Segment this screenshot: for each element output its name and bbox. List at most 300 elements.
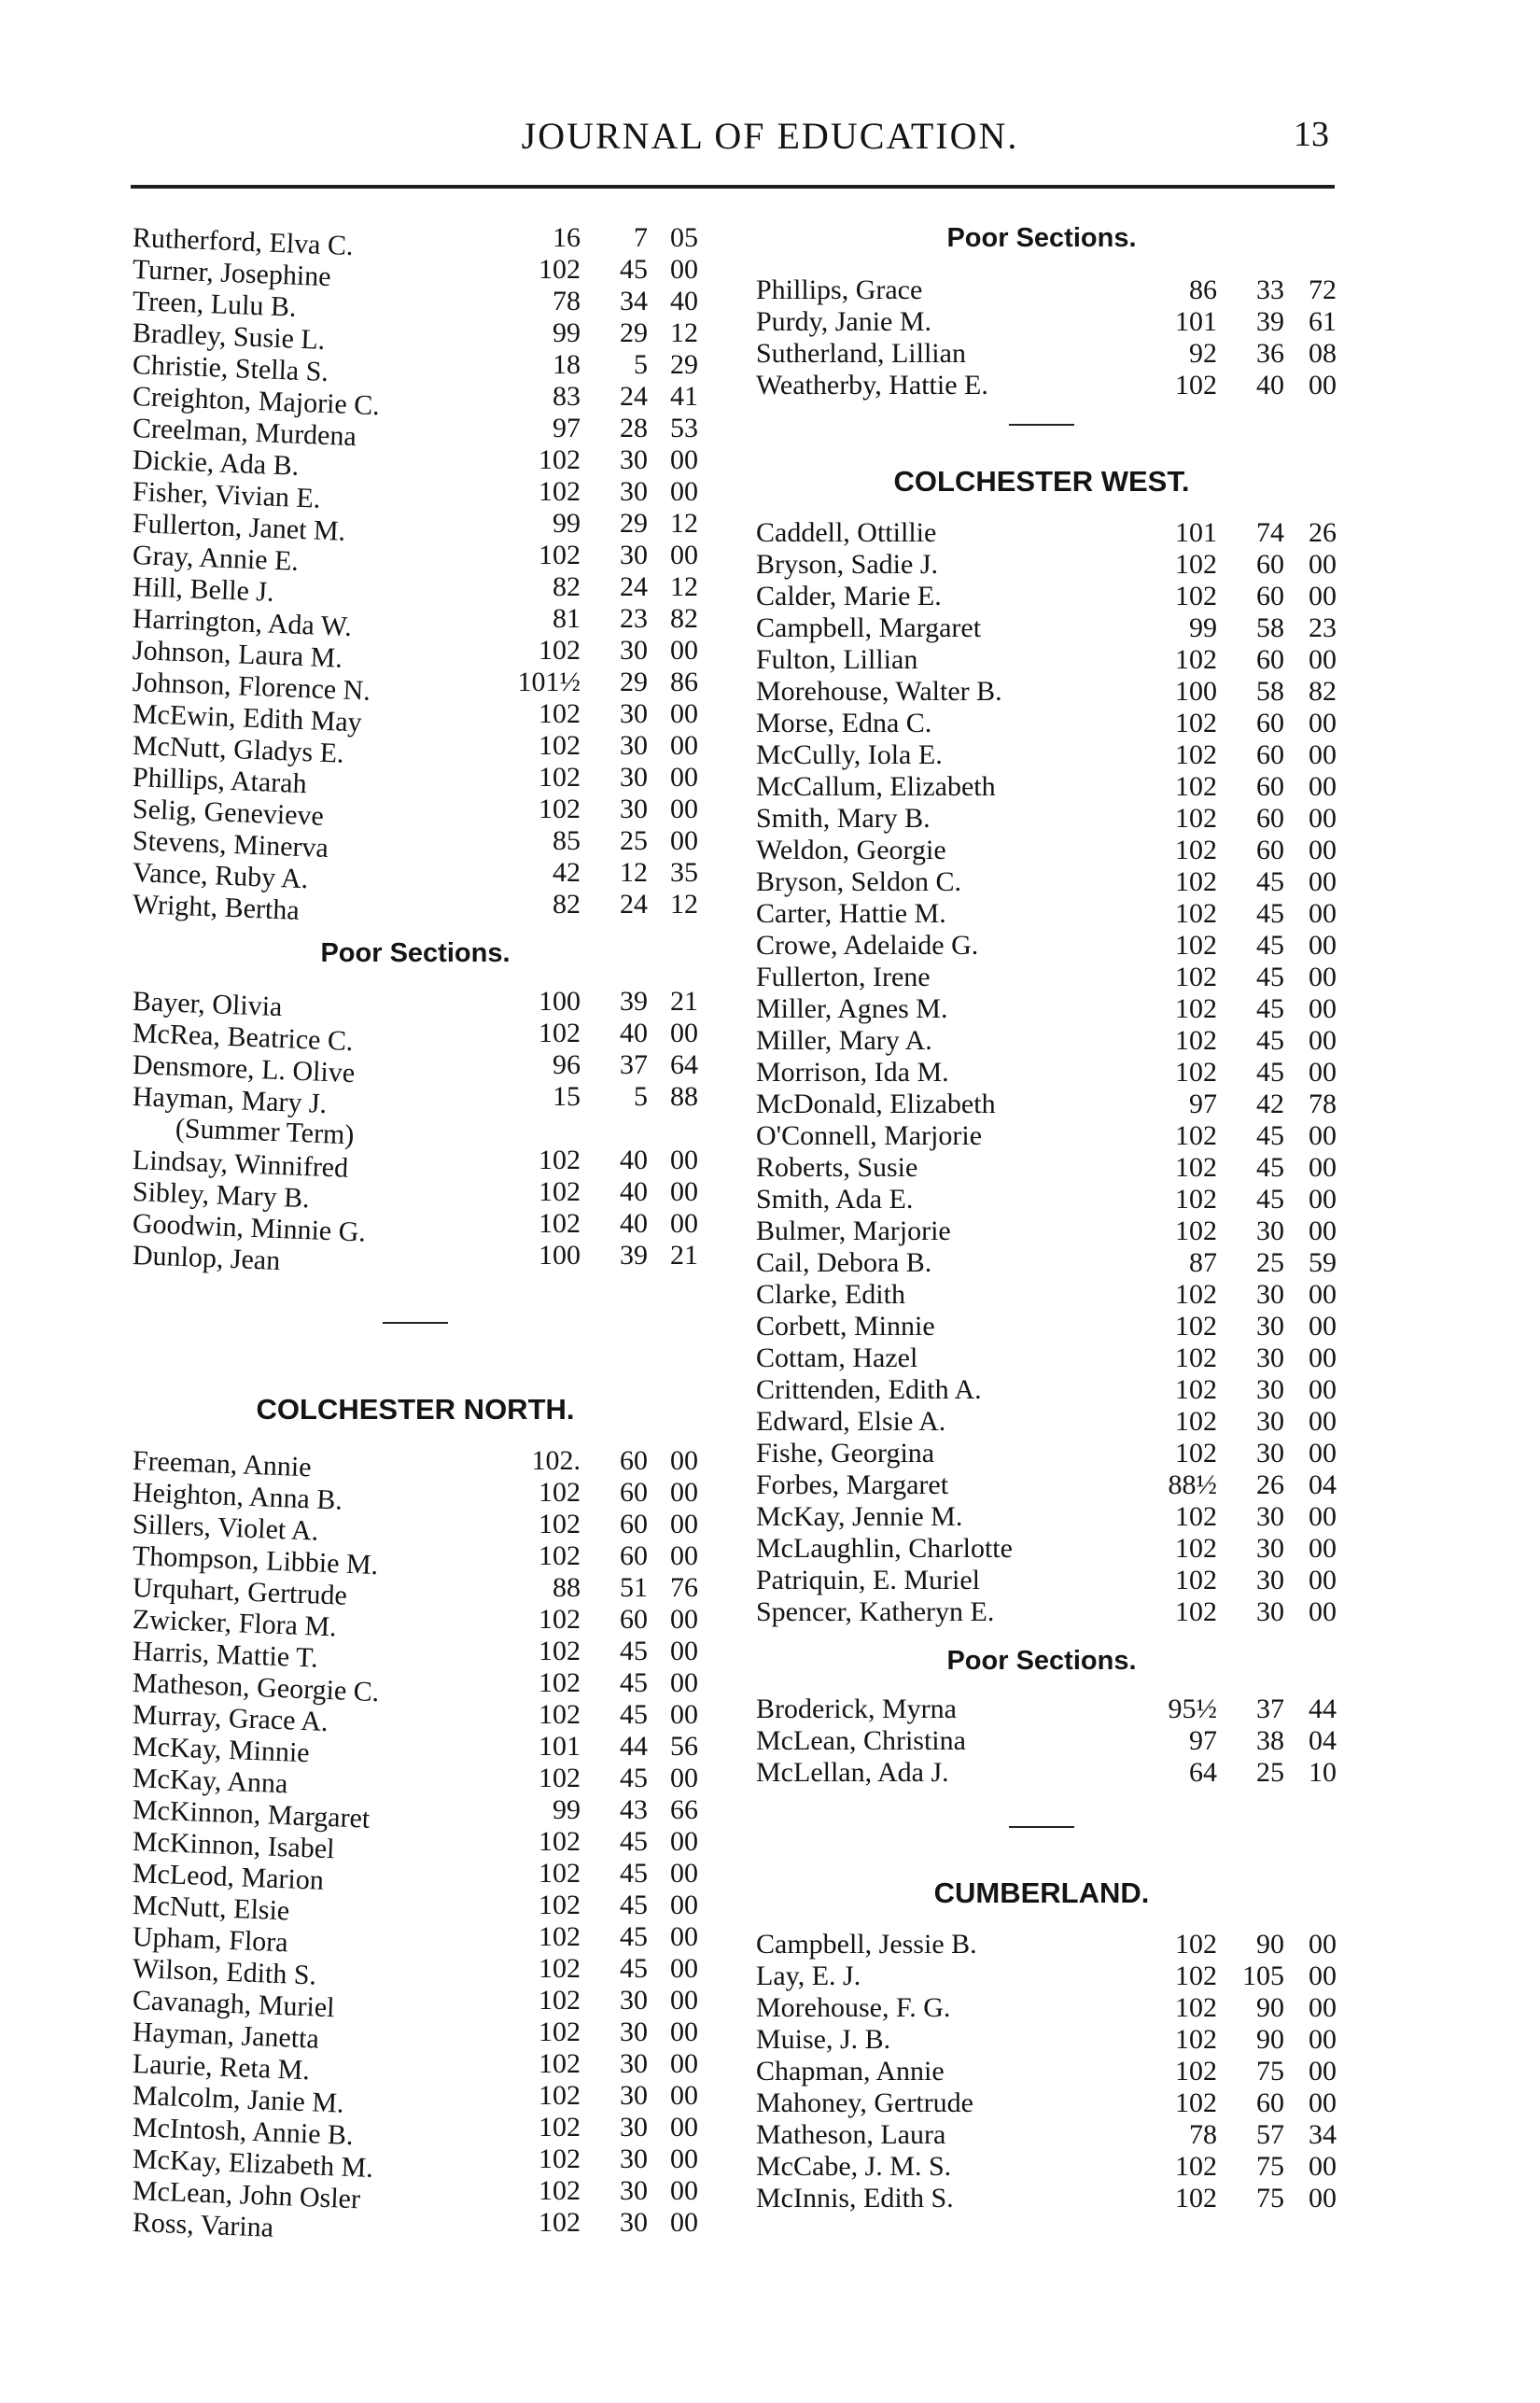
grant-dollars: 90 [1256, 1992, 1284, 2023]
teacher-name: Miller, Mary A. [756, 1025, 932, 1056]
section-heading: Poor Sections. [946, 223, 1137, 253]
grant-dollars: 30 [620, 2112, 648, 2143]
table-row [743, 739, 1340, 771]
days-taught: 102 [539, 1890, 581, 1920]
teacher-name: Bulmer, Marjorie [756, 1216, 951, 1246]
teacher-name: Hayman, Mary J. [132, 1081, 328, 1119]
days-taught: 99 [553, 1794, 581, 1825]
district-heading: COLCHESTER NORTH. [256, 1393, 575, 1426]
grant-dollars: 36 [1256, 338, 1284, 369]
grant-cents: 00 [670, 1176, 698, 1207]
days-taught: 102 [1175, 993, 1217, 1024]
grant-cents: 00 [1309, 739, 1337, 770]
days-taught: 100 [539, 986, 581, 1017]
grant-dollars: 60 [1256, 708, 1284, 738]
grant-cents: 04 [1309, 1469, 1337, 1500]
grant-dollars: 75 [1256, 2183, 1284, 2213]
table-row [743, 644, 1340, 676]
teacher-name: (Summer Term) [175, 1113, 355, 1151]
grant-dollars: 30 [620, 1985, 648, 2016]
table-row [119, 254, 711, 293]
teacher-list [743, 1693, 1340, 1789]
table-row [119, 1049, 711, 1089]
teacher-name: Matheson, Georgie C. [132, 1667, 380, 1708]
teacher-name: Dickie, Ada B. [132, 444, 300, 482]
grant-dollars: 60 [620, 1445, 648, 1476]
table-row [119, 2080, 711, 2119]
days-taught: 102 [539, 2017, 581, 2047]
table-row [743, 1279, 1340, 1311]
grant-dollars: 45 [1256, 898, 1284, 929]
table-row [119, 986, 711, 1023]
days-taught: 102 [539, 794, 581, 824]
days-taught: 97 [1189, 1089, 1217, 1119]
grant-dollars: 30 [620, 2080, 648, 2111]
table-row [119, 667, 711, 707]
teacher-name: Ross, Varina [132, 2207, 274, 2243]
days-taught: 102 [539, 1826, 581, 1857]
section-divider [743, 401, 1340, 446]
section-heading: Poor Sections. [946, 1646, 1137, 1676]
table-row [743, 1152, 1340, 1184]
teacher-name: Zwicker, Flora M. [132, 1604, 338, 1643]
days-taught: 102 [539, 730, 581, 761]
table-row [119, 2112, 711, 2152]
days-taught: 102 [1175, 1057, 1217, 1088]
days-taught: 102 [1175, 2183, 1217, 2213]
grant-cents: 00 [1309, 1406, 1337, 1437]
table-row [743, 2119, 1340, 2151]
table-row [743, 370, 1340, 401]
table-row [119, 2143, 711, 2184]
days-taught: 102 [539, 1636, 581, 1666]
grant-dollars: 60 [1256, 803, 1284, 834]
days-taught: 102 [1175, 1533, 1217, 1564]
grant-cents: 00 [670, 825, 698, 856]
days-taught: 88 [553, 1572, 581, 1603]
grant-cents: 00 [1309, 1533, 1337, 1564]
grant-cents: 00 [1309, 866, 1337, 897]
teacher-name: McNutt, Gladys E. [132, 730, 345, 769]
days-taught: 78 [553, 286, 581, 316]
teacher-name: Freeman, Annie [132, 1445, 313, 1483]
grant-cents: 53 [670, 413, 698, 443]
grant-cents: 72 [1309, 274, 1337, 305]
grant-dollars: 45 [620, 1699, 648, 1730]
table-row [119, 508, 711, 547]
grant-dollars: 43 [620, 1794, 648, 1825]
grant-dollars: 12 [620, 857, 648, 888]
teacher-name: Johnson, Florence N. [132, 667, 371, 707]
days-taught: 99 [553, 317, 581, 348]
days-taught: 102 [1175, 1929, 1217, 1960]
grant-cents: 00 [1309, 993, 1337, 1024]
table-row [743, 338, 1340, 370]
days-taught: 99 [553, 508, 581, 539]
table-row [743, 2151, 1340, 2183]
table-row [119, 476, 711, 514]
days-taught: 102 [1175, 2151, 1217, 2182]
grant-cents: 21 [670, 1240, 698, 1271]
grant-cents: 00 [1309, 1929, 1337, 1960]
teacher-name: Clarke, Edith [756, 1279, 905, 1310]
days-taught: 64 [1189, 1757, 1217, 1788]
grant-dollars: 45 [1256, 1120, 1284, 1151]
grant-cents: 00 [670, 1667, 698, 1698]
grant-dollars: 51 [620, 1572, 648, 1603]
grant-cents: 26 [1309, 517, 1337, 548]
table-row [743, 549, 1340, 581]
teacher-name: Lay, E. J. [756, 1960, 861, 1991]
days-taught: 102 [1175, 835, 1217, 865]
table-row [743, 1089, 1340, 1120]
table-row [119, 1985, 711, 2024]
days-taught: 18 [553, 349, 581, 380]
table-row [743, 1025, 1340, 1057]
days-taught: 102 [539, 476, 581, 507]
grant-dollars: 24 [620, 381, 648, 412]
days-taught: 102 [539, 1208, 581, 1239]
grant-dollars: 40 [620, 1176, 648, 1207]
days-taught: 102. [531, 1445, 581, 1476]
teacher-name: Creighton, Majorie C. [132, 381, 381, 422]
teacher-name: Fullerton, Irene [756, 962, 931, 992]
grant-dollars: 37 [1256, 1693, 1284, 1724]
teacher-name: Lindsay, Winnifred [132, 1145, 349, 1184]
grant-cents: 10 [1309, 1757, 1337, 1788]
teacher-name: Upham, Flora [132, 1921, 289, 1959]
grant-cents: 00 [1309, 708, 1337, 738]
grant-dollars: 30 [1256, 1406, 1284, 1437]
grant-dollars: 30 [620, 540, 648, 570]
teacher-name: Sillers, Violet A. [132, 1509, 319, 1547]
teacher-name: McCabe, J. M. S. [756, 2151, 952, 2182]
grant-dollars: 75 [1256, 2056, 1284, 2087]
table-row [119, 1731, 711, 1769]
table-row [743, 1757, 1340, 1789]
grant-cents: 56 [670, 1731, 698, 1762]
teacher-name: Cavanagh, Muriel [132, 1985, 336, 2024]
days-taught: 101 [539, 1731, 581, 1762]
teacher-name: McDonald, Elizabeth [756, 1089, 996, 1119]
grant-cents: 00 [1309, 2024, 1337, 2055]
days-taught: 16 [553, 222, 581, 253]
days-taught: 86 [1189, 274, 1217, 305]
table-row [119, 2048, 711, 2087]
teacher-name: Urquhart, Gertrude [132, 1572, 348, 1611]
grant-dollars: 60 [620, 1509, 648, 1539]
days-taught: 102 [539, 2048, 581, 2079]
teacher-name: Fishe, Georgina [756, 1438, 935, 1468]
grant-cents: 00 [1309, 1057, 1337, 1088]
days-taught: 102 [539, 1604, 581, 1635]
grant-dollars: 45 [620, 1826, 648, 1857]
grant-cents: 00 [670, 1985, 698, 2016]
teacher-list [743, 1929, 1340, 2214]
table-row [119, 1445, 711, 1483]
table-row [119, 1826, 711, 1865]
days-taught: 102 [1175, 1501, 1217, 1532]
grant-cents: 29 [670, 349, 698, 380]
grant-cents: 12 [670, 571, 698, 602]
grant-cents: 00 [670, 254, 698, 285]
days-taught: 100 [1175, 676, 1217, 707]
table-row [743, 1342, 1340, 1374]
teacher-name: Harris, Mattie T. [132, 1636, 319, 1674]
grant-cents: 00 [1309, 2183, 1337, 2213]
teacher-name: Treen, Lulu B. [132, 286, 298, 323]
grant-dollars: 25 [620, 825, 648, 856]
grant-cents: 00 [670, 1208, 698, 1239]
section-divider [743, 1789, 1340, 1858]
days-taught: 102 [539, 1018, 581, 1048]
days-taught: 102 [539, 1699, 581, 1730]
table-row [743, 1929, 1340, 1960]
grant-cents: 23 [1309, 612, 1337, 643]
table-row [119, 1763, 711, 1800]
table-row [119, 1540, 711, 1581]
teacher-name: Morehouse, Walter B. [756, 676, 1002, 707]
grant-dollars: 44 [620, 1731, 648, 1762]
table-row [119, 1636, 711, 1674]
table-row [743, 993, 1340, 1025]
grant-cents: 00 [670, 1540, 698, 1571]
grant-dollars: 30 [1256, 1311, 1284, 1342]
teacher-name: McRea, Beatrice C. [132, 1018, 355, 1058]
grant-dollars: 30 [620, 2175, 648, 2206]
days-taught: 102 [539, 1477, 581, 1508]
teacher-name: Laurie, Reta M. [132, 2048, 311, 2087]
teacher-name: Christie, Stella S. [132, 349, 329, 388]
grant-dollars: 30 [1256, 1374, 1284, 1405]
teacher-name: McKay, Minnie [132, 1731, 311, 1769]
grant-cents: 21 [670, 986, 698, 1017]
days-taught: 102 [1175, 2087, 1217, 2118]
grant-dollars: 74 [1256, 517, 1284, 548]
grant-cents: 00 [670, 2017, 698, 2047]
teacher-name: O'Connell, Marjorie [756, 1120, 983, 1151]
days-taught: 82 [553, 571, 581, 602]
table-row [743, 1311, 1340, 1342]
table-row [743, 962, 1340, 993]
days-taught: 15 [553, 1081, 581, 1112]
table-row [119, 794, 711, 832]
teacher-name: Stevens, Minerva [132, 825, 329, 864]
teacher-name: McNutt, Elsie [132, 1890, 290, 1927]
teacher-name: Corbett, Minnie [756, 1311, 935, 1342]
table-row [743, 274, 1340, 306]
table-row [119, 349, 711, 388]
table-row [743, 1438, 1340, 1469]
table-row [119, 603, 711, 643]
grant-dollars: 90 [1256, 2024, 1284, 2055]
grant-cents: 00 [670, 698, 698, 729]
days-taught: 102 [1175, 1960, 1217, 1991]
days-taught: 102 [1175, 1342, 1217, 1373]
table-row [119, 730, 711, 769]
grant-cents: 34 [1309, 2119, 1337, 2150]
grant-dollars: 45 [620, 1890, 648, 1920]
teacher-name: Vance, Ruby A. [132, 857, 309, 895]
teacher-name: McLean, John Osler [132, 2175, 361, 2215]
grant-cents: 00 [670, 1477, 698, 1508]
days-taught: 102 [1175, 549, 1217, 580]
table-row [119, 1858, 711, 1896]
grant-dollars: 60 [1256, 644, 1284, 675]
days-taught: 102 [1175, 1438, 1217, 1468]
grant-dollars: 30 [1256, 1596, 1284, 1627]
days-taught: 102 [1175, 1120, 1217, 1151]
table-row [743, 1374, 1340, 1406]
grant-cents: 00 [1309, 1311, 1337, 1342]
grant-dollars: 42 [1256, 1089, 1284, 1119]
grant-dollars: 29 [620, 667, 648, 697]
grant-dollars: 30 [620, 698, 648, 729]
page-number: 13 [1294, 115, 1329, 154]
table-row [119, 1604, 711, 1643]
days-taught: 102 [1175, 1565, 1217, 1595]
grant-dollars: 58 [1256, 612, 1284, 643]
grant-cents: 00 [1309, 2151, 1337, 2182]
table-row [743, 1533, 1340, 1565]
days-taught: 102 [539, 540, 581, 570]
teacher-name: Fullerton, Janet M. [132, 508, 346, 547]
grant-cents: 82 [670, 603, 698, 634]
grant-cents: 00 [670, 1018, 698, 1048]
teacher-name: Bryson, Seldon C. [756, 866, 962, 897]
days-taught: 102 [1175, 898, 1217, 929]
table-row [119, 762, 711, 800]
grant-cents: 00 [1309, 1342, 1337, 1373]
days-taught: 102 [1175, 1216, 1217, 1246]
teacher-name: Hill, Belle J. [132, 571, 275, 608]
grant-cents: 08 [1309, 338, 1337, 369]
days-taught: 102 [1175, 581, 1217, 611]
teacher-name: Thompson, Libbie M. [132, 1540, 379, 1581]
grant-dollars: 30 [620, 762, 648, 793]
grant-cents: 00 [670, 2207, 698, 2238]
grant-cents: 00 [670, 730, 698, 761]
grant-cents: 00 [1309, 2087, 1337, 2118]
teacher-name: McKinnon, Isabel [132, 1826, 336, 1865]
days-taught: 102 [539, 1953, 581, 1984]
teacher-name: Crittenden, Edith A. [756, 1374, 982, 1405]
grant-cents: 66 [670, 1794, 698, 1825]
teacher-name: Murray, Grace A. [132, 1699, 329, 1738]
days-taught: 102 [1175, 1152, 1217, 1183]
teacher-name: Chapman, Annie [756, 2056, 945, 2087]
table-row [743, 676, 1340, 708]
teacher-name: Bryson, Sadie J. [756, 549, 938, 580]
table-row [119, 1953, 711, 1991]
teacher-name: Harrington, Ada W. [132, 603, 353, 643]
grant-dollars: 30 [1256, 1533, 1284, 1564]
table-row [119, 825, 711, 864]
days-taught: 102 [1175, 803, 1217, 834]
grant-dollars: 45 [620, 1667, 648, 1698]
grant-dollars: 45 [620, 1953, 648, 1984]
days-taught: 96 [553, 1049, 581, 1080]
table-row [743, 517, 1340, 549]
grant-dollars: 25 [1256, 1757, 1284, 1788]
grant-cents: 82 [1309, 676, 1337, 707]
table-row [119, 889, 711, 926]
grant-dollars: 58 [1256, 676, 1284, 707]
teacher-name: Weatherby, Hattie E. [756, 370, 988, 400]
grant-dollars: 90 [1256, 1929, 1284, 1960]
teacher-name: Caddell, Ottillie [756, 517, 937, 548]
table-row [119, 1699, 711, 1738]
grant-dollars: 38 [1256, 1725, 1284, 1756]
table-row [119, 317, 711, 356]
grant-cents: 00 [670, 2048, 698, 2079]
grant-cents: 44 [1309, 1693, 1337, 1724]
table-row [119, 1572, 711, 1611]
grant-dollars: 30 [1256, 1279, 1284, 1310]
grant-dollars: 40 [620, 1145, 648, 1175]
grant-dollars: 37 [620, 1049, 648, 1080]
table-row [119, 1667, 711, 1708]
grant-dollars: 45 [620, 1858, 648, 1889]
teacher-name: Forbes, Margaret [756, 1469, 949, 1500]
right-column [743, 222, 1340, 2214]
grant-dollars: 45 [1256, 1152, 1284, 1183]
table-row [119, 381, 711, 422]
days-taught: 102 [1175, 1184, 1217, 1215]
days-taught: 102 [539, 2175, 581, 2206]
grant-dollars: 30 [1256, 1216, 1284, 1246]
grant-dollars: 45 [1256, 993, 1284, 1024]
grant-dollars: 30 [1256, 1501, 1284, 1532]
days-taught: 97 [553, 413, 581, 443]
days-taught: 102 [539, 444, 581, 475]
grant-dollars: 30 [620, 2143, 648, 2174]
teacher-name: Smith, Mary B. [756, 803, 931, 834]
teacher-name: Weldon, Georgie [756, 835, 946, 865]
days-taught: 87 [1189, 1247, 1217, 1278]
district-heading: CUMBERLAND. [933, 1876, 1150, 1909]
grant-dollars: 30 [620, 2048, 648, 2079]
teacher-name: Goodwin, Minnie G. [132, 1208, 367, 1248]
grant-cents: 00 [1309, 2056, 1337, 2087]
days-taught: 102 [539, 1763, 581, 1793]
days-taught: 102 [1175, 1279, 1217, 1310]
table-row [119, 1145, 711, 1184]
teacher-name: McLeod, Marion [132, 1858, 325, 1896]
teacher-list [119, 1445, 711, 2243]
days-taught: 102 [1175, 370, 1217, 400]
teacher-list [743, 517, 1340, 1628]
section-heading: Poor Sections. [320, 938, 511, 968]
grant-dollars: 24 [620, 571, 648, 602]
grant-cents: 88 [670, 1081, 698, 1112]
grant-dollars: 45 [1256, 1025, 1284, 1056]
table-row [119, 1018, 711, 1058]
days-taught: 102 [539, 2207, 581, 2238]
days-taught: 102 [1175, 1025, 1217, 1056]
grant-cents: 00 [670, 540, 698, 570]
grant-cents: 00 [670, 2080, 698, 2111]
grant-dollars: 30 [620, 730, 648, 761]
grant-cents: 00 [1309, 898, 1337, 929]
grant-cents: 00 [1309, 1565, 1337, 1595]
table-row [743, 930, 1340, 962]
teacher-name: McIntosh, Annie B. [132, 2112, 355, 2152]
grant-cents: 00 [670, 444, 698, 475]
teacher-name: Wilson, Edith S. [132, 1953, 317, 1991]
table-row [119, 413, 711, 453]
days-taught: 102 [1175, 1374, 1217, 1405]
